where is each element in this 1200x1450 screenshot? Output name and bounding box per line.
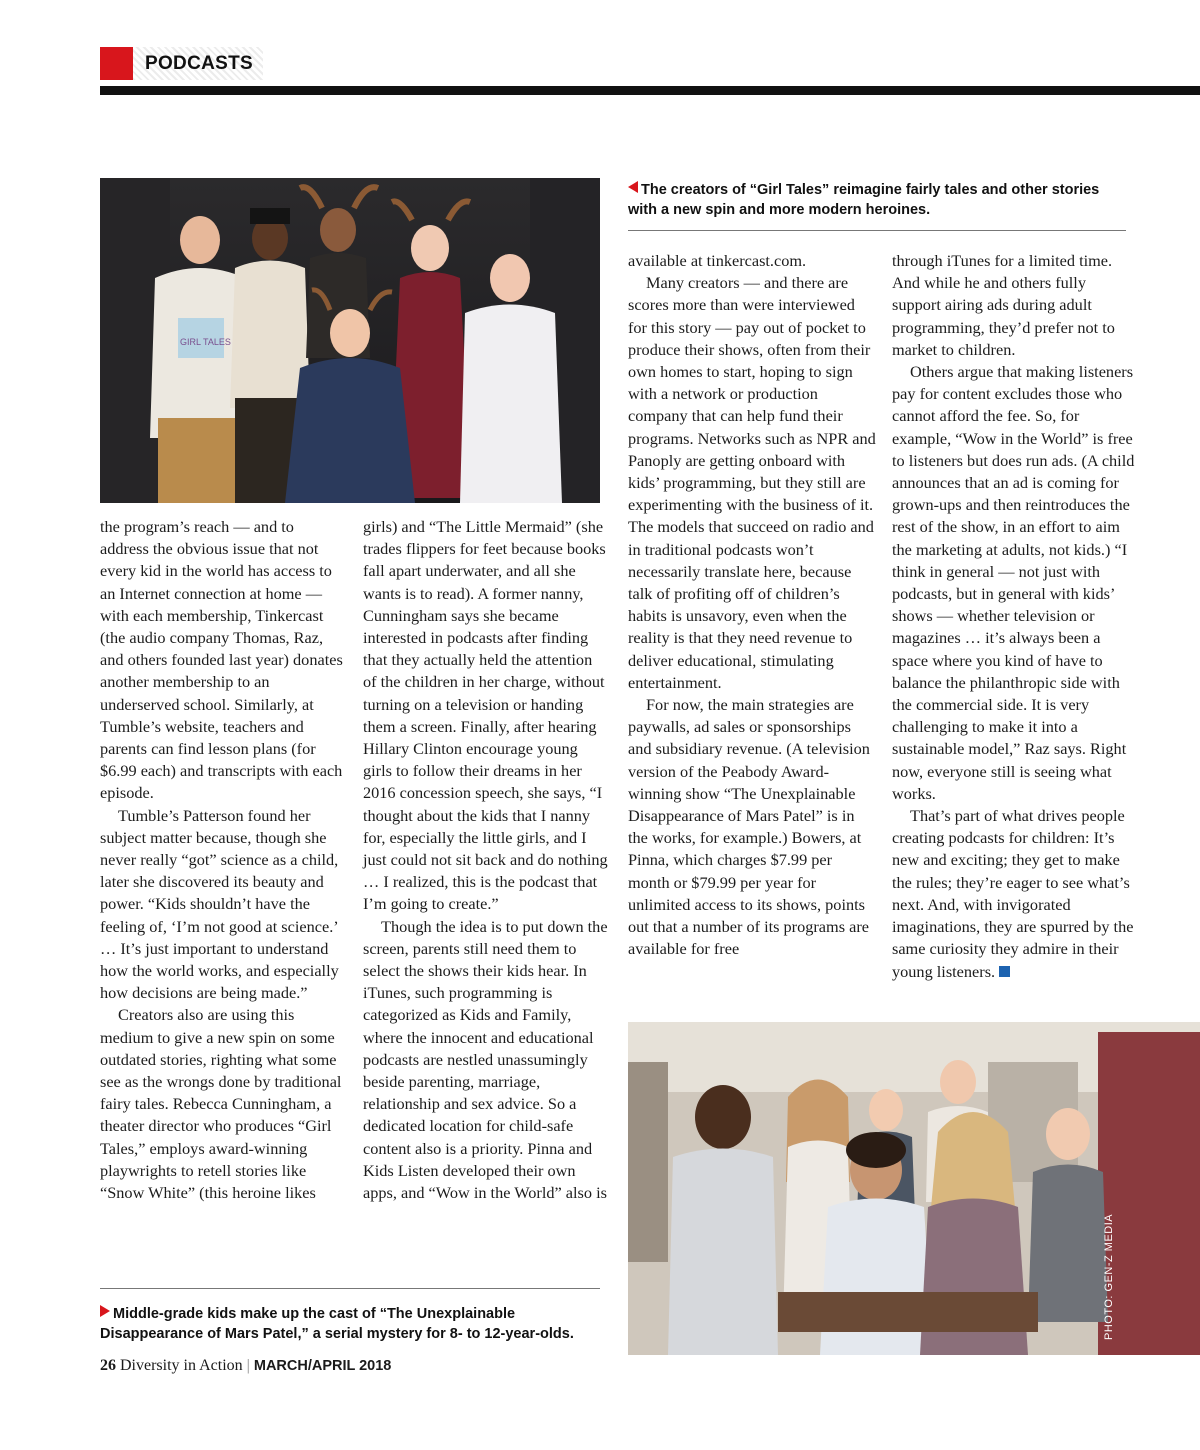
photo-caption-bottom: Middle-grade kids make up the cast of “The Unexplainable Disappearance of Mars Patel,” a serial mystery for 8- to 12-year-olds. [100,1306,574,1342]
paragraph: Tumble’s Patterson found her subject matter because, though she never really “got” science as a child, later she discovered its beauty and power. “Kids shouldn’t have the feeling of, ‘I’m not good at science.’ … It’s just important to understand how the world works, and especially how decisions are being made.” [100,805,339,1003]
caption-rule-bottom [100,1288,600,1289]
caption-rule-top [628,230,1126,231]
photo-credit: PHOTO: GEN-Z MEDIA [1103,1213,1115,1340]
paragraph: available at tinkercast.com. [628,251,807,270]
paragraph: through iTunes for a limited time. And while he and others fully support airing ads during adult programming, they’d prefer not to market to children. [892,251,1115,359]
article-column-3 [628,250,876,961]
header-rule [100,86,1200,95]
paragraph-final: That’s part of what drives people creating podcasts for children: It’s new and exciting; they get to make the rules; they’re eager to see what’s next. And, with invigorated imaginations, they are spurred by the same curiosity they admire in their young listeners. [892,806,1134,981]
paragraph: Many creators — and there are scores more than were interviewed for this story — pay out of pocket to produce their shows, often from their own homes to start, hoping to sign with a network or production company that can help fund their programs. Networks such as NPR and Panoply are getting onboard with kids’ programming, but they still are experimenting with the business of it. The models that succeed on radio and in traditional podcasts won’t necessarily translate here, because talk of profiting off of children’s habits is unsavory, even when the reality is that they need revenue to deliver educational, stimulating entertainment. [628,273,876,692]
footer-separator: | [246,1357,250,1374]
paragraph: Others argue that making listeners pay for content excludes those who cannot afford the fee. So, for example, “Wow in the World” is free to listeners but does run ads. (A child announces that an ad is coming for grown-ups and then reintroduces the rest of the show, in an effort to aim the marketing at adults, not kids.) “I think in general — not just with podcasts, but in general with kids’ shows — whether television or magazines … it’s always been a space where you kind of have to balance the philanthropic side with the commercial side. It is very challenging to make it into a sustainable model,” Raz says. Right now, everyone still is seeing what works. [892,362,1135,803]
photo-girl-tales-creators [100,178,600,503]
caption-arrow-left-icon [628,181,638,193]
page-footer [100,1355,391,1377]
article-column-1 [100,516,345,1204]
article-column-2 [363,516,608,1204]
article-column-4 [892,250,1137,983]
shirt-print: GIRL TALES [180,337,231,347]
end-mark-icon [999,966,1010,977]
photo-caption-top: The creators of “Girl Tales” reimagine fairly tales and other stories with a new spin and more modern heroines. [628,182,1100,218]
paragraph: girls) and “The Little Mermaid” (she trades flippers for feet because books fall apart underwater, and all she wants is to read). A former nanny, Cunningham says she became interested in podcasts after finding that they actually held the attention of the children in her charge, without turning on a television or handing them a screen. Finally, after hearing Hillary Clinton encourage young girls to follow their dreams in her 2016 concession speech, she says, “I thought about the kids that I nanny for, especially the little girls, and I just could not sit back and do nothing … I realized, this is the podcast that I’m going to create.” [363,517,608,914]
paragraph: the program’s reach — and to address the obvious issue that not every kid in the world has access to an Internet connection at home — with each membership, Tinkercast (the audio company Thomas, Raz, and others founded last year) donates another membership to an underserved school. Similarly, at Tumble’s website, teachers and parents can find lesson plans (for $6.99 each) and transcripts with each episode. [100,517,343,803]
publication-name: Diversity in Action [120,1357,243,1374]
issue-date: MARCH/APRIL 2018 [253,1358,392,1374]
page-number: 26 [100,1357,116,1374]
section-title: PODCASTS [133,47,263,80]
paragraph: Creators also are using this medium to give a new spin on some outdated stories, righting what some see as the wrongs done by traditional fairy tales. Rebecca Cunningham, a theater director who produces “Girl Tales,” employs award-winning playwrights to retell stories like “Snow White” (this heroine likes [100,1005,342,1203]
paragraph: For now, the main strategies are paywalls, ad sales or sponsorships and subsidiary revenue. (A television version of the Peabody Award-winning show “The Unexplainable Disappearance of Mars Patel” is in the works, for example.) Bowers, at Pinna, which charges $7.99 per month or $79.99 per year for unlimited access to its shows, points out that a number of its programs are available for free [628,695,870,959]
caption-arrow-right-icon [100,1305,110,1317]
section-marker [100,47,133,80]
paragraph: Though the idea is to put down the screen, parents still need them to select the shows their kids hear. In iTunes, such programming is categorized as Kids and Family, where the innocent and educational podcasts are nestled unassumingly beside parenting, marriage, relationship and sex advice. So a dedicated location for child-safe content also is a priority. Pinna and Kids Listen developed their own apps, and “Wow in the World” also is [363,916,608,1203]
